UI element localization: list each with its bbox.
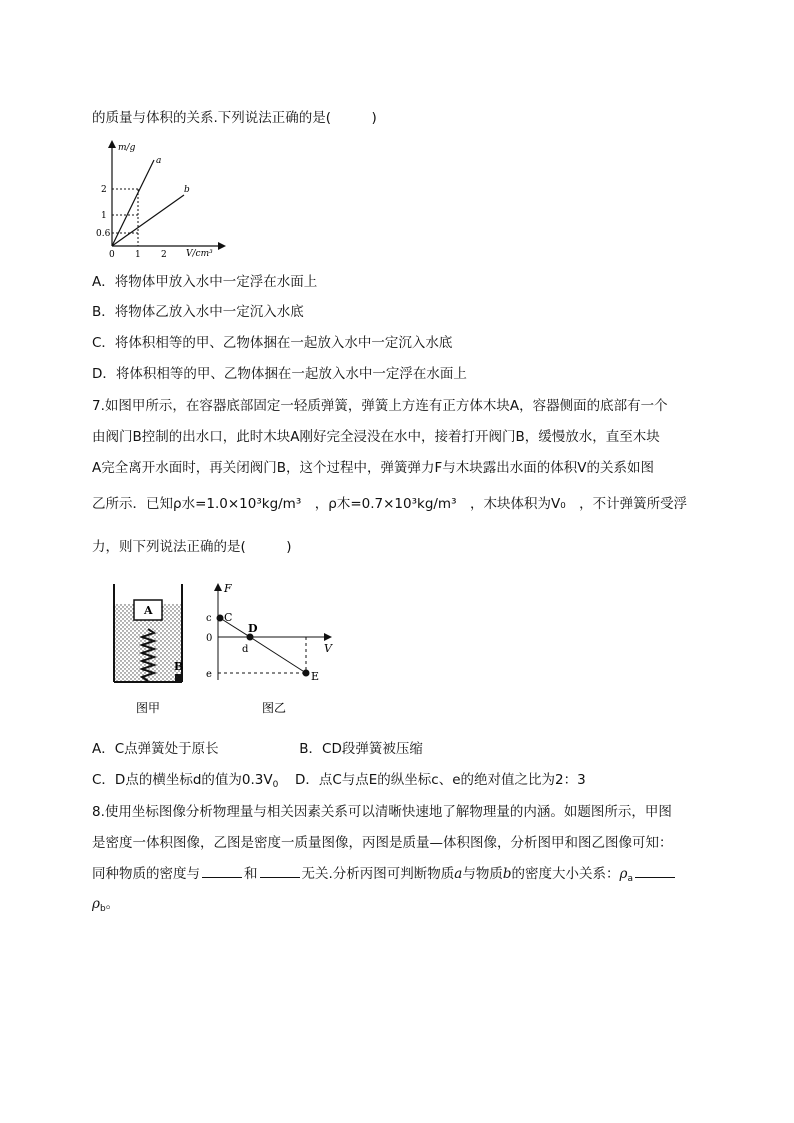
block-a-label: A xyxy=(144,604,153,617)
q7-figure-yi xyxy=(200,580,340,724)
label-a: a xyxy=(156,156,162,166)
label-b: b xyxy=(184,185,190,195)
q7-option-b: B．CD段弹簧被压缩 xyxy=(299,741,423,757)
x-tick-1: 1 xyxy=(135,250,141,260)
q7-option-c: C．D点的横坐标d的值为$0.3V_0$ xyxy=(92,772,279,790)
q6-option-b: B．将物体乙放入水中一定沉入水底 xyxy=(92,304,304,320)
q8-line-4: $\rho_b$。 xyxy=(92,896,120,914)
origin: 0 xyxy=(206,633,213,644)
y-tick-1: 1 xyxy=(101,211,107,221)
tick-e: e xyxy=(206,669,212,680)
q7-options-row-1 xyxy=(92,737,423,757)
x-tick-0: 0 xyxy=(109,250,115,260)
y-axis-label: m/g xyxy=(118,143,136,153)
q6-option-a: A．将物体甲放入水中一定浮在水面上 xyxy=(92,274,318,290)
y-tick-2: 2 xyxy=(101,185,107,195)
valve-b-label: B xyxy=(174,660,184,673)
q6-stem: 的质量与体积的关系.下列说法正确的是( ) xyxy=(92,110,377,126)
x-tick-2: 2 xyxy=(161,250,167,260)
caption-jia: 图甲 xyxy=(136,701,161,715)
q7-line-3: A完全离开水面时，再关闭阀门B，这个过程中，弹簧弹力F与木块露出水面的体积V的关系如图 xyxy=(92,460,654,476)
blank-1[interactable] xyxy=(202,865,242,878)
v-axis-label: V xyxy=(324,642,332,655)
q7-option-d: D．点C与点E的纵坐标c、e的绝对值之比为2：3 xyxy=(294,772,586,788)
x-axis-label: V/cm³ xyxy=(186,249,213,259)
tick-d: d xyxy=(242,644,249,655)
tick-c: c xyxy=(206,613,212,624)
f-axis-label: F xyxy=(224,582,232,595)
q6-option-d: D．将体积相等的甲、乙物体捆在一起放入水中一定浮在水面上 xyxy=(92,366,467,382)
point-c xyxy=(217,615,224,622)
q8-line-1: 8.使用坐标图像分析物理量与相关因素关系可以清晰快速地了解物理量的内涵。如题图所示，甲图 xyxy=(92,804,672,820)
q6-mass-volume-graph xyxy=(98,138,228,264)
point-e xyxy=(303,670,310,677)
point-c-label: C xyxy=(224,611,233,624)
q8-line-2: 是密度一体积图像，乙图是密度一质量图像，丙图是质量—体积图像，分析图甲和图乙图像可知： xyxy=(92,835,673,851)
q8-line-3: 同种物质的密度与 和 无关.分析丙图可判断物质a与物质b的密度大小关系：$\rho_a$ xyxy=(92,862,677,884)
line-b xyxy=(112,195,184,246)
q7-line-1: 7.如图甲所示，在容器底部固定一轻质弹簧，弹簧上方连有正方体木块A，容器侧面的底部有一个 xyxy=(92,398,668,414)
blank-3[interactable] xyxy=(635,865,675,878)
point-e-label: E xyxy=(311,670,320,683)
q7-figure-jia xyxy=(108,580,194,724)
q7-line-2: 由阀门B控制的出水口，此时木块A刚好完全浸没在水中，接着打开阀门B，缓慢放水，直至木块 xyxy=(92,429,660,445)
q7-line-4: 乙所示．已知ρ水=1.0×10³kg/m³ ，ρ木=0.7×10³kg/m³ ，木块体积为V₀ ，不计弹簧所受浮 xyxy=(92,496,688,512)
caption-yi: 图乙 xyxy=(262,701,287,715)
q6-option-c: C．将体积相等的甲、乙物体捆在一起放入水中一定沉入水底 xyxy=(92,335,453,351)
point-d-label: D xyxy=(248,622,258,635)
q7-line-5: 力，则下列说法正确的是( ) xyxy=(92,539,292,555)
q7-option-a: A．C点弹簧处于原长 xyxy=(92,741,219,757)
blank-2[interactable] xyxy=(260,865,300,878)
valve-b xyxy=(175,674,183,682)
y-tick-06: 0.6 xyxy=(96,229,111,239)
q7-options-row-2 xyxy=(92,768,586,790)
